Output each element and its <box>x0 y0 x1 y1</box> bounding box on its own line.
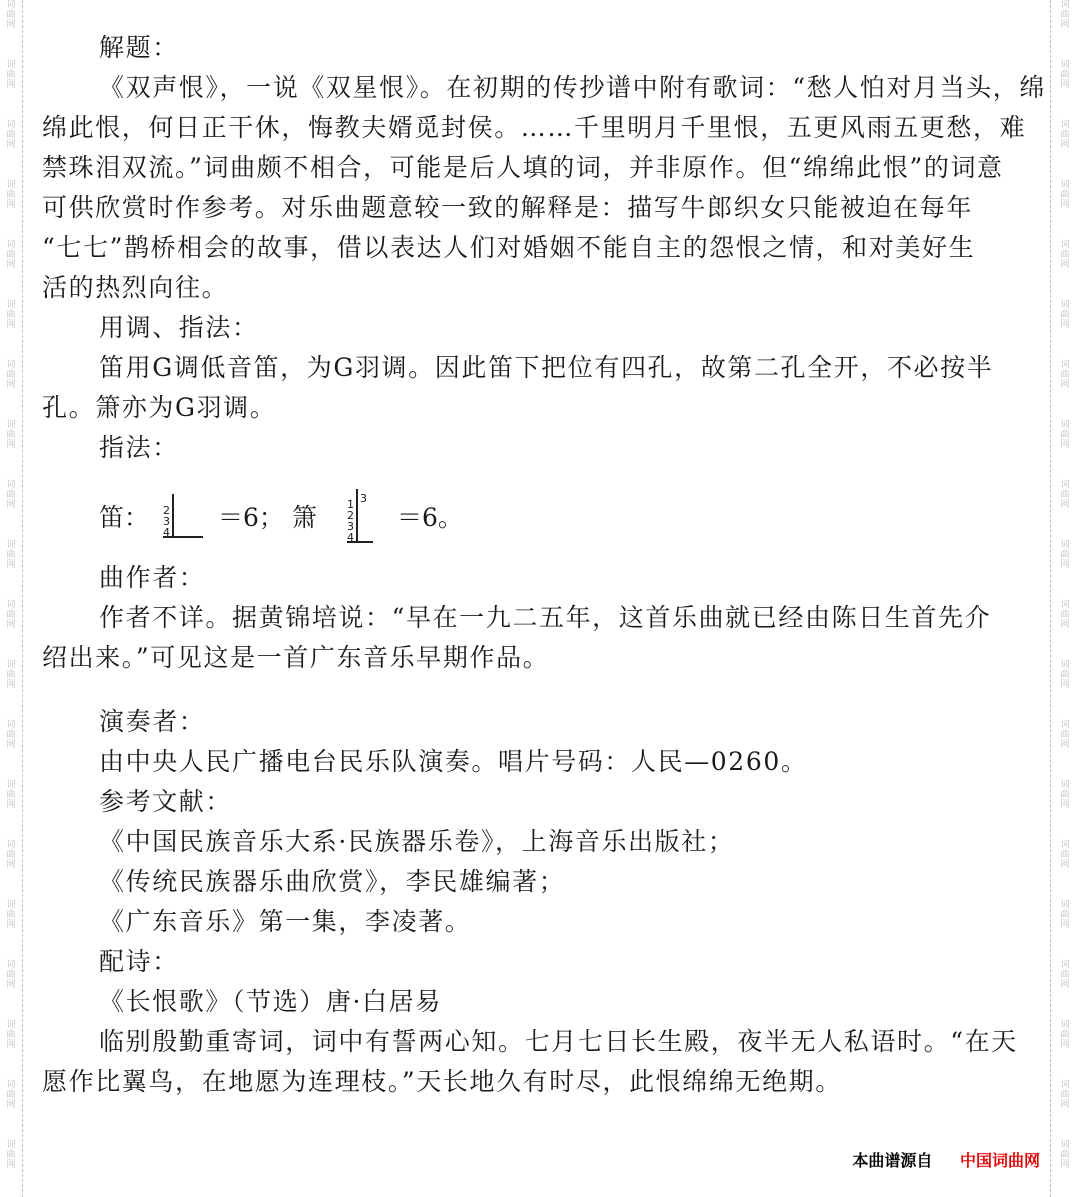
watermark-stamp: 词 曲 网 <box>1060 900 1070 930</box>
watermark-stamp: 词 曲 网 <box>1060 960 1070 990</box>
hole-number: 1 <box>346 498 354 511</box>
hole-number: 3 <box>163 515 171 528</box>
reference-item: 《广东音乐》第一集，李凌著。 <box>99 907 472 936</box>
watermark-stamp: 词 曲 网 <box>6 1080 16 1110</box>
watermark-stamp: 词 曲 网 <box>1060 480 1070 510</box>
watermark-stamp: 词 曲 网 <box>6 960 16 990</box>
hole-number: 2 <box>346 509 354 522</box>
watermark-stamp: 词 曲 网 <box>1060 600 1070 630</box>
paragraph-yongdiao <box>42 348 1042 428</box>
watermark-stamp: 词 曲 网 <box>6 840 16 870</box>
section-heading-yongdiao: 用调、指法： <box>99 313 259 342</box>
watermark-stamp: 词 曲 网 <box>6 1140 16 1170</box>
section-heading-jieti: 解题： <box>99 33 179 62</box>
watermark-stamp: 词 曲 网 <box>1060 1140 1070 1170</box>
text-line: 《双声恨》，一说《双星恨》。在初期的传抄谱中附有歌词：“愁人怕对月当头，绵 <box>99 73 1046 102</box>
reference-item: 《中国民族音乐大系·民族器乐卷》，上海音乐出版社； <box>99 827 735 856</box>
text-line: 愿作比翼鸟，在地愿为连理枝。”天长地久有时尽，此恨绵绵无绝期。 <box>42 1067 842 1096</box>
left-margin-border <box>22 0 23 1197</box>
text-line: 绵此恨，何日正干休，悔教夫婿觅封侯。……千里明月千里恨，五更风雨五更愁，难 <box>42 113 1027 142</box>
text-line: 绍出来。”可见这是一首广东音乐早期作品。 <box>42 643 550 672</box>
watermark-stamp: 词 曲 网 <box>1060 420 1070 450</box>
watermark-stamp: 词 曲 网 <box>1060 660 1070 690</box>
paragraph-zuozhe <box>42 598 1042 678</box>
text-line: 临别殷勤重寄词，词中有誓两心知。七月七日长生殿，夜半无人私语时。“在天 <box>99 1027 1018 1056</box>
side-hole-number: 3 <box>359 492 367 505</box>
source-footer <box>852 1148 1040 1171</box>
watermark-stamp: 词 曲 网 <box>6 600 16 630</box>
section-heading-zhifa: 指法： <box>99 433 179 462</box>
hole-number: 4 <box>163 526 171 539</box>
watermark-stamp: 词 曲 网 <box>6 1020 16 1050</box>
chart-baseline <box>163 536 203 538</box>
watermark-stamp: 词 曲 网 <box>1060 180 1070 210</box>
watermark-stamp: 词 曲 网 <box>6 120 16 150</box>
text-line: “七七”鹊桥相会的故事，借以表达人们对婚姻不能自主的怨恨之情，和对美好生 <box>42 233 976 262</box>
poem-title: 《长恨歌》（节选）唐·白居易 <box>99 987 442 1016</box>
chart-baseline <box>347 541 373 543</box>
xiao-fingering-chart <box>347 489 381 543</box>
text-line: 可供欣赏时作参考。对乐曲题意较一致的解释是：描写牛郎织女只能被迫在每年 <box>42 193 974 222</box>
watermark-stamp: 词 曲 网 <box>1060 540 1070 570</box>
watermark-stamp: 词 曲 网 <box>6 420 16 450</box>
chart-vertical-line <box>356 489 358 543</box>
watermark-stamp: 词 曲 网 <box>1060 780 1070 810</box>
text-line: 孔。箫亦为G羽调。 <box>42 393 277 422</box>
watermark-stamp: 词 曲 网 <box>6 900 16 930</box>
fingering-diagram <box>42 468 1042 558</box>
document-page <box>42 28 1046 1102</box>
section-heading-cankao: 参考文献： <box>99 787 233 816</box>
hole-number: 4 <box>346 531 354 544</box>
section-heading-zuozhe: 曲作者： <box>99 563 206 592</box>
watermark-stamp: 词 曲 网 <box>6 780 16 810</box>
watermark-stamp: 词 曲 网 <box>1060 0 1070 30</box>
site-name-link[interactable]: 中国词曲网 <box>959 1151 1040 1170</box>
di-label: 笛： <box>99 503 150 532</box>
watermark-stamp: 词 曲 网 <box>6 540 16 570</box>
chart-vertical-line <box>172 494 174 538</box>
hole-number: 3 <box>346 520 354 533</box>
watermark-stamp: 词 曲 网 <box>1060 720 1070 750</box>
text-line: 禁珠泪双流。”词曲颇不相合，可能是后人填的词，并非原作。但“绵绵此恨”的词意 <box>42 153 1004 182</box>
poem-text <box>42 1022 1042 1102</box>
section-heading-peishi: 配诗： <box>99 947 179 976</box>
di-result: ＝6； <box>218 503 284 532</box>
watermark-stamp: 词 曲 网 <box>1060 840 1070 870</box>
watermark-stamp: 词 曲 网 <box>6 300 16 330</box>
xiao-result: ＝6。 <box>396 503 463 532</box>
right-margin-border <box>1050 0 1051 1197</box>
di-fingering-chart <box>163 494 202 538</box>
watermark-stamp: 词 曲 网 <box>1060 240 1070 270</box>
watermark-stamp: 词 曲 网 <box>6 720 16 750</box>
watermark-stamp: 词 曲 网 <box>1060 360 1070 390</box>
paragraph-jieti <box>42 68 1046 308</box>
watermark-stamp: 词 曲 网 <box>1060 120 1070 150</box>
text-line: 笛用G调低音笛，为G羽调。因此笛下把位有四孔，故第二孔全开，不必按半 <box>99 353 994 382</box>
watermark-stamp: 词 曲 网 <box>6 240 16 270</box>
watermark-stamp: 词 曲 网 <box>6 180 16 210</box>
source-label: 本曲谱源自 <box>852 1151 933 1170</box>
watermark-stamp: 词 曲 网 <box>6 360 16 390</box>
watermark-stamp: 词 曲 网 <box>1060 1080 1070 1110</box>
hole-number: 2 <box>163 504 171 517</box>
watermark-stamp: 词 曲 网 <box>6 60 16 90</box>
reference-list <box>42 822 1042 942</box>
text-line: 活的热烈向往。 <box>42 273 229 302</box>
watermark-stamp: 词 曲 网 <box>1060 300 1070 330</box>
text-line: 由中央人民广播电台民乐队演奏。唱片号码：人民—0260。 <box>99 747 808 776</box>
watermark-stamp: 词 曲 网 <box>6 0 16 30</box>
reference-item: 《传统民族器乐曲欣赏》，李民雄编著； <box>99 867 566 896</box>
watermark-stamp: 词 曲 网 <box>1060 60 1070 90</box>
watermark-stamp: 词 曲 网 <box>6 660 16 690</box>
text-line: 作者不详。据黄锦培说：“早在一九二五年，这首乐曲就已经由陈日生首先介 <box>99 603 992 632</box>
section-heading-yanzou: 演奏者： <box>99 707 206 736</box>
xiao-label: 箫 <box>291 503 317 532</box>
watermark-stamp: 词 曲 网 <box>6 480 16 510</box>
watermark-stamp: 词 曲 网 <box>1060 1020 1070 1050</box>
